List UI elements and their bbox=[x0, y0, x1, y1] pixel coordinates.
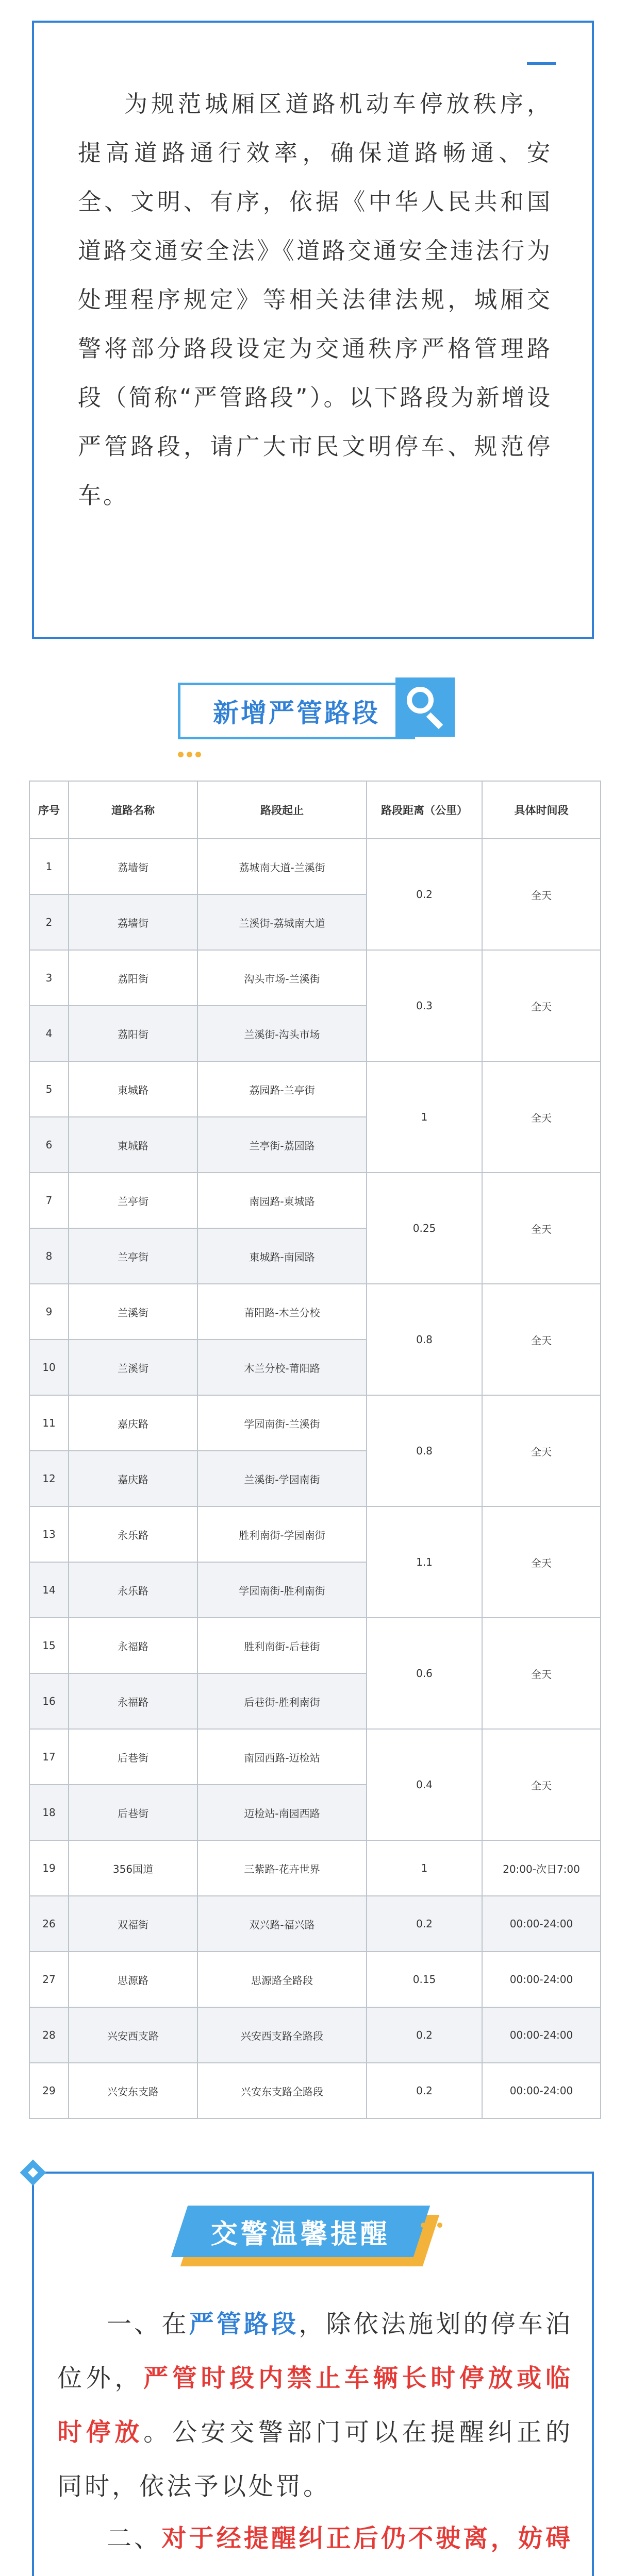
road-span: 兴安东支路全路段 bbox=[197, 2063, 367, 2119]
road-distance: 0.2 bbox=[367, 1896, 482, 1952]
row-number: 6 bbox=[29, 1117, 69, 1173]
row-number: 1 bbox=[29, 839, 69, 894]
time-period: 全天 bbox=[482, 839, 601, 950]
reminder-box bbox=[32, 2172, 594, 2576]
road-distance: 0.15 bbox=[367, 1952, 482, 2007]
strict-roads-table bbox=[29, 781, 601, 2119]
road-name: 后巷街 bbox=[69, 1785, 197, 1840]
row-number: 13 bbox=[29, 1506, 69, 1562]
row-number: 17 bbox=[29, 1729, 69, 1785]
road-name: 永福路 bbox=[69, 1618, 197, 1673]
road-distance: 0.8 bbox=[367, 1284, 482, 1395]
road-name: 永乐路 bbox=[69, 1562, 197, 1618]
road-name: 兰溪街 bbox=[69, 1284, 197, 1340]
road-span: 胜利南街-学园南街 bbox=[197, 1506, 367, 1562]
section-title-box bbox=[178, 683, 415, 739]
road-span: 荔城南大道-兰溪街 bbox=[197, 839, 367, 894]
road-span: 学园南街-兰溪街 bbox=[197, 1395, 367, 1451]
intro-box bbox=[32, 21, 594, 639]
row-number: 27 bbox=[29, 1952, 69, 2007]
corner-diamond-icon bbox=[20, 2160, 46, 2186]
table-row bbox=[29, 950, 601, 1006]
header-no: 序号 bbox=[29, 781, 69, 839]
table-row bbox=[29, 1061, 601, 1117]
road-name: 荔墙街 bbox=[69, 894, 197, 950]
road-span: 后巷街-胜利南街 bbox=[197, 1673, 367, 1729]
road-span: 双兴路-福兴路 bbox=[197, 1896, 367, 1952]
time-period: 全天 bbox=[482, 950, 601, 1061]
decorative-dots bbox=[178, 750, 224, 757]
road-span: 南园路-東城路 bbox=[197, 1173, 367, 1228]
row-number: 11 bbox=[29, 1395, 69, 1451]
time-period: 00:00-24:00 bbox=[482, 2063, 601, 2119]
table-row bbox=[29, 1952, 601, 2007]
road-span: 兰溪街-学园南街 bbox=[197, 1451, 367, 1506]
road-span: 沟头市场-兰溪街 bbox=[197, 950, 367, 1006]
road-name: 荔墙街 bbox=[69, 839, 197, 894]
header-span: 路段起止 bbox=[197, 781, 367, 839]
road-span: 兰溪街-荔城南大道 bbox=[197, 894, 367, 950]
time-period: 00:00-24:00 bbox=[482, 2007, 601, 2063]
road-name: 嘉庆路 bbox=[69, 1451, 197, 1506]
road-span: 荔园路-兰亭街 bbox=[197, 1061, 367, 1117]
road-name: 兰亭街 bbox=[69, 1173, 197, 1228]
row-number: 29 bbox=[29, 2063, 69, 2119]
time-period: 全天 bbox=[482, 1395, 601, 1506]
decorative-dash bbox=[527, 62, 556, 65]
road-name: 荔阳街 bbox=[69, 950, 197, 1006]
time-period: 全天 bbox=[482, 1061, 601, 1173]
table-row bbox=[29, 1729, 601, 1785]
row-number: 12 bbox=[29, 1451, 69, 1506]
road-span: 胜利南街-后巷街 bbox=[197, 1618, 367, 1673]
road-name: 兴安西支路 bbox=[69, 2007, 197, 2063]
table-row bbox=[29, 1506, 601, 1562]
road-distance: 1 bbox=[367, 1061, 482, 1173]
reminder-title: 交警温馨提醒 bbox=[210, 2218, 390, 2250]
row-number: 16 bbox=[29, 1673, 69, 1729]
table-row bbox=[29, 2063, 601, 2119]
road-name: 356国道 bbox=[69, 1840, 197, 1896]
highlight-strict-road: 严管路段 bbox=[189, 2310, 299, 2338]
road-name: 荔阳街 bbox=[69, 1006, 197, 1061]
highlight-no-parking: 严管时段内禁止车辆长时停放或临时停放 bbox=[57, 2364, 573, 2447]
road-name: 兴安东支路 bbox=[69, 2063, 197, 2119]
road-distance: 0.2 bbox=[367, 2063, 482, 2119]
road-distance: 1 bbox=[367, 1840, 482, 1896]
road-span: 木兰分校-莆阳路 bbox=[197, 1340, 367, 1395]
time-period: 全天 bbox=[482, 1173, 601, 1284]
road-name: 永福路 bbox=[69, 1673, 197, 1729]
road-distance: 0.4 bbox=[367, 1729, 482, 1840]
time-period: 全天 bbox=[482, 1618, 601, 1729]
row-number: 7 bbox=[29, 1173, 69, 1228]
intro-paragraph: 为规范城厢区道路机动车停放秩序，提高道路通行效率，确保道路畅通、安全、文明、有序，依据《中华人民共和国道路交通安全法》《道路交通安全违法行为处理程序规定》等相关法律法规，城厢交警将部分路段设定为交通秩序严格管理路段（简称“严管路段”）。以下路段为新增设严管路段，请广大市民文明停车、规范停车。 bbox=[78, 90, 552, 509]
row-number: 18 bbox=[29, 1785, 69, 1840]
row-number: 10 bbox=[29, 1340, 69, 1395]
time-period: 全天 bbox=[482, 1284, 601, 1395]
header-road: 道路名称 bbox=[69, 781, 197, 839]
road-span: 莆阳路-木兰分校 bbox=[197, 1284, 367, 1340]
road-span: 東城路-南园路 bbox=[197, 1228, 367, 1284]
reminder-paragraph-2: 二、对于经提醒纠正后仍不驶离，妨碍 bbox=[57, 2512, 573, 2576]
reminder-paragraph-1: 一、在严管路段，除依法施划的停车泊位外，严管时段内禁止车辆长时停放或临时停放。公安交警部门可以在提醒纠正的同时，依法予以处罚。 bbox=[57, 2310, 573, 2501]
road-name: 東城路 bbox=[69, 1117, 197, 1173]
road-name: 永乐路 bbox=[69, 1506, 197, 1562]
time-period: 20:00-次日7:00 bbox=[482, 1840, 601, 1896]
section-title: 新增严管路段 bbox=[213, 698, 380, 728]
row-number: 19 bbox=[29, 1840, 69, 1896]
road-distance: 1.1 bbox=[367, 1506, 482, 1618]
row-number: 15 bbox=[29, 1618, 69, 1673]
road-span: 兰亭街-荔园路 bbox=[197, 1117, 367, 1173]
road-span: 兴安西支路全路段 bbox=[197, 2007, 367, 2063]
reminder-banner bbox=[173, 2199, 452, 2277]
table-row bbox=[29, 2007, 601, 2063]
table-row bbox=[29, 839, 601, 894]
time-period: 00:00-24:00 bbox=[482, 1952, 601, 2007]
row-number: 3 bbox=[29, 950, 69, 1006]
road-name: 嘉庆路 bbox=[69, 1395, 197, 1451]
road-name: 兰溪街 bbox=[69, 1340, 197, 1395]
roads-table-wrapper bbox=[29, 781, 600, 2119]
table-row bbox=[29, 1284, 601, 1340]
road-distance: 0.6 bbox=[367, 1618, 482, 1729]
row-number: 8 bbox=[29, 1228, 69, 1284]
table-row bbox=[29, 1618, 601, 1673]
table-row bbox=[29, 1840, 601, 1896]
table-row bbox=[29, 1395, 601, 1451]
table-row bbox=[29, 1173, 601, 1228]
road-span: 兰溪街-沟头市场 bbox=[197, 1006, 367, 1061]
magnifier-icon bbox=[395, 677, 455, 737]
road-name: 思源路 bbox=[69, 1952, 197, 2007]
row-number: 28 bbox=[29, 2007, 69, 2063]
road-distance: 0.2 bbox=[367, 2007, 482, 2063]
time-period: 全天 bbox=[482, 1506, 601, 1618]
road-distance: 0.8 bbox=[367, 1395, 482, 1506]
road-span: 南园西路-迈检站 bbox=[197, 1729, 367, 1785]
road-distance: 0.3 bbox=[367, 950, 482, 1061]
time-period: 全天 bbox=[482, 1729, 601, 1840]
row-number: 5 bbox=[29, 1061, 69, 1117]
row-number: 26 bbox=[29, 1896, 69, 1952]
road-name: 双福街 bbox=[69, 1896, 197, 1952]
road-name: 兰亭街 bbox=[69, 1228, 197, 1284]
road-name: 東城路 bbox=[69, 1061, 197, 1117]
header-time: 具体时间段 bbox=[482, 781, 601, 839]
road-distance: 0.25 bbox=[367, 1173, 482, 1284]
table-row bbox=[29, 1896, 601, 1952]
decorative-dots bbox=[421, 2220, 445, 2230]
road-span: 学园南街-胜利南街 bbox=[197, 1562, 367, 1618]
time-period: 00:00-24:00 bbox=[482, 1896, 601, 1952]
row-number: 2 bbox=[29, 894, 69, 950]
row-number: 4 bbox=[29, 1006, 69, 1061]
row-number: 9 bbox=[29, 1284, 69, 1340]
table-body bbox=[29, 839, 601, 2119]
header-distance: 路段距离（公里） bbox=[367, 781, 482, 839]
road-span: 迈检站-南园西路 bbox=[197, 1785, 367, 1840]
highlight-towing: 对于经提醒纠正后仍不驶离，妨碍 bbox=[161, 2524, 573, 2553]
section-banner bbox=[173, 677, 454, 760]
road-distance: 0.2 bbox=[367, 839, 482, 950]
road-span: 三紫路-花卉世界 bbox=[197, 1840, 367, 1896]
road-span: 思源路全路段 bbox=[197, 1952, 367, 2007]
row-number: 14 bbox=[29, 1562, 69, 1618]
table-header-row bbox=[29, 781, 601, 839]
road-name: 后巷街 bbox=[69, 1729, 197, 1785]
